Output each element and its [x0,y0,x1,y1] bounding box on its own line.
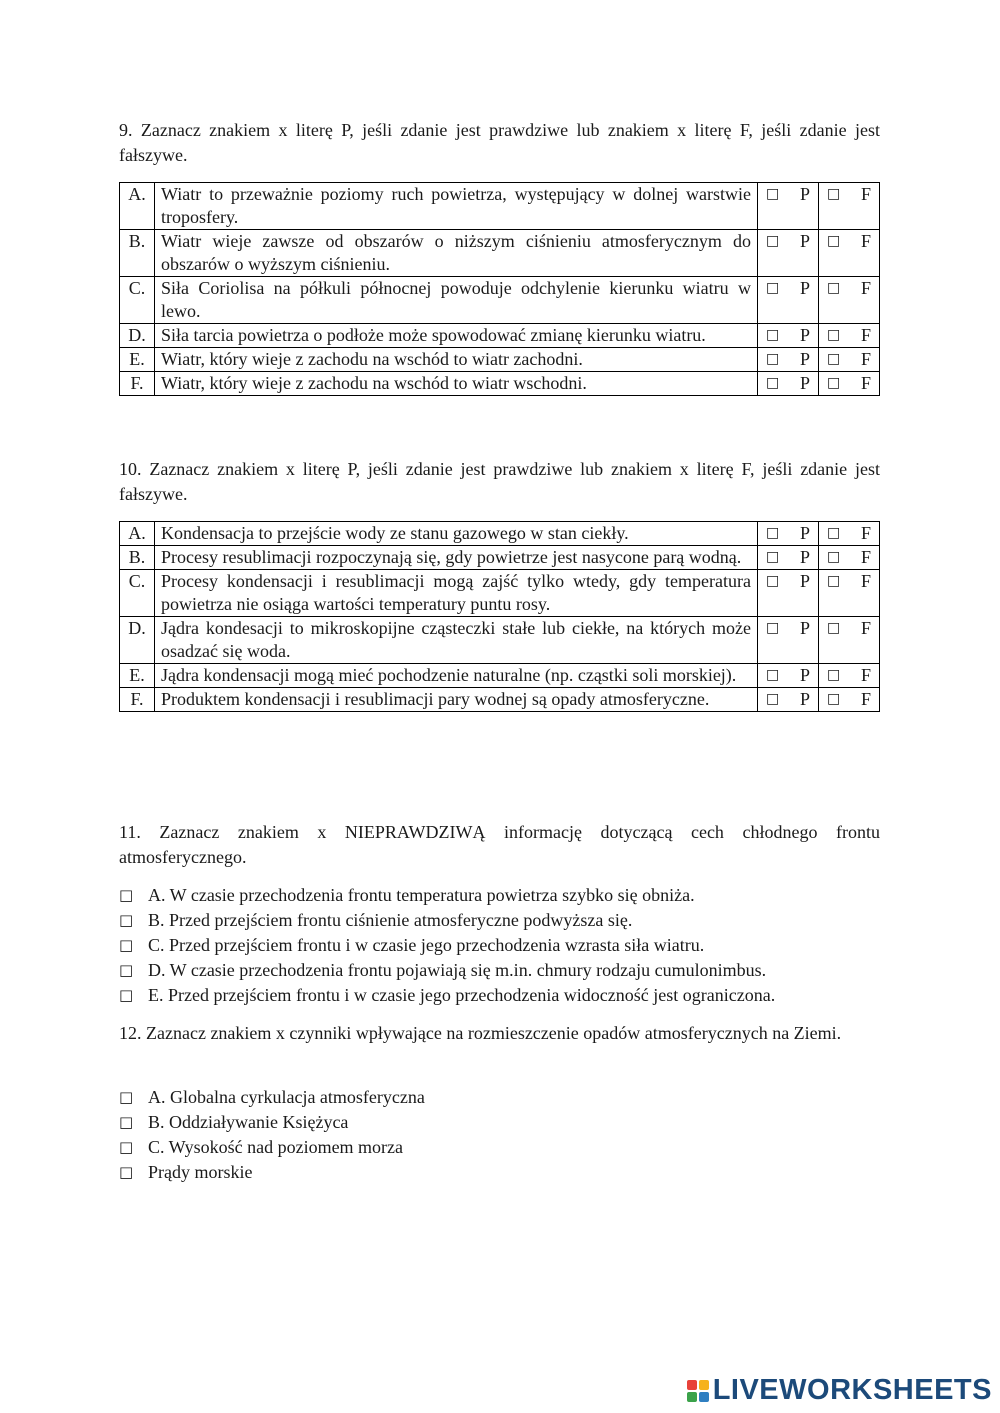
answer-option[interactable] [119,1135,880,1160]
statement-text: Jądra kondensacji mogą mieć pochodzenie naturalne (np. cząstki soli morskiej). [155,664,758,688]
table-row [120,617,880,664]
option-false[interactable] [819,522,880,546]
option-f-label: F [860,278,871,298]
answer-option[interactable] [119,1110,880,1135]
row-letter: A. [120,183,155,230]
answer-option[interactable] [119,1085,880,1110]
option-f-label: F [860,325,871,345]
option-false[interactable] [819,324,880,348]
option-p-label: P [799,547,810,567]
checkbox-icon[interactable]: □ [827,549,841,565]
option-p-label: P [799,665,810,685]
answer-option[interactable] [119,983,880,1008]
checkbox-icon[interactable]: □ [827,691,841,707]
checkbox-icon[interactable]: □ [766,691,780,707]
checkbox-icon[interactable]: □ [827,573,841,589]
table-row [120,688,880,712]
option-false[interactable] [819,277,880,324]
statement-text: Wiatr, który wieje z zachodu na wschód to wiatr wschodni. [155,372,758,396]
checkbox-icon[interactable]: □ [119,1163,134,1181]
option-p-label: P [799,618,810,638]
option-false[interactable] [819,617,880,664]
checkbox-icon[interactable]: □ [827,375,841,391]
row-letter: A. [120,522,155,546]
question-9-table [119,182,880,396]
option-true[interactable] [758,230,819,277]
option-p-label: P [799,373,810,393]
table-row [120,324,880,348]
option-f-label: F [860,689,871,709]
question-11-text: 11. Zaznacz znakiem x NIEPRAWDZIWĄ informację dotyczącą cech chłodnego frontu atmosferycznego. [119,822,880,867]
option-text: Prądy morskie [148,1162,253,1182]
question-12-text: 12. Zaznacz znakiem x czynniki wpływające na rozmieszczenie opadów atmosferycznych na Ziemi. [119,1023,842,1043]
option-p-label: P [799,349,810,369]
table-row [120,522,880,546]
option-f-label: F [860,523,871,543]
table-row [120,277,880,324]
row-letter: F. [120,688,155,712]
checkbox-icon[interactable]: □ [766,375,780,391]
row-letter: C. [120,570,155,617]
checkbox-icon[interactable]: □ [766,620,780,636]
logo-text: LIVEWORKSHEETS [712,1374,992,1406]
checkbox-icon[interactable]: □ [119,911,134,929]
option-f-label: F [860,547,871,567]
checkbox-icon[interactable]: □ [766,549,780,565]
checkbox-icon[interactable]: □ [827,327,841,343]
answer-option[interactable] [119,933,880,958]
option-false[interactable] [819,183,880,230]
option-true[interactable] [758,570,819,617]
table-row [120,570,880,617]
table-row [120,348,880,372]
option-text: B. Oddziaływanie Księżyca [148,1112,349,1132]
option-f-label: F [860,571,871,591]
option-f-label: F [860,231,871,251]
statement-text: Jądra kondesacji to mikroskopijne cząsteczki stałe lub ciekłe, na których może osadzać się woda. [155,617,758,664]
option-text: B. Przed przejściem frontu ciśnienie atmosferyczne podwyższa się. [148,910,633,930]
statement-text: Procesy kondensacji i resublimacji mogą zajść tylko wtedy, gdy temperatura powietrza nie osiąga wartości temperatury puntu rosy. [155,570,758,617]
checkbox-icon[interactable]: □ [827,233,841,249]
option-p-label: P [799,523,810,543]
checkbox-icon[interactable]: □ [766,351,780,367]
liveworksheets-logo [687,1374,992,1407]
option-f-label: F [860,665,871,685]
checkbox-icon[interactable]: □ [119,936,134,954]
option-p-label: P [799,571,810,591]
statement-text: Wiatr to przeważnie poziomy ruch powietrza, występujący w dolnej warstwie troposfery. [155,183,758,230]
option-true[interactable] [758,324,819,348]
row-letter: D. [120,617,155,664]
option-false[interactable] [819,570,880,617]
logo-squares-icon [687,1380,709,1402]
option-p-label: P [799,184,810,204]
row-letter: C. [120,277,155,324]
option-f-label: F [860,373,871,393]
option-p-label: P [799,325,810,345]
answer-option[interactable] [119,908,880,933]
option-text: A. Globalna cyrkulacja atmosferyczna [148,1087,425,1107]
checkbox-icon[interactable]: □ [766,186,780,202]
checkbox-icon[interactable]: □ [766,233,780,249]
checkbox-icon[interactable]: □ [119,961,134,979]
option-f-label: F [860,184,871,204]
option-text: C. Przed przejściem frontu i w czasie jego przechodzenia wzrasta siła wiatru. [148,935,705,955]
checkbox-icon[interactable]: □ [766,525,780,541]
checkbox-icon[interactable]: □ [766,327,780,343]
row-letter: B. [120,546,155,570]
option-false[interactable] [819,230,880,277]
option-true[interactable] [758,522,819,546]
table-row [120,372,880,396]
question-12-options [119,1085,880,1185]
checkbox-icon[interactable]: □ [119,1138,134,1156]
question-10-table [119,521,880,712]
checkbox-icon[interactable]: □ [827,620,841,636]
row-letter: F. [120,372,155,396]
statement-text: Wiatr, który wieje z zachodu na wschód to wiatr zachodni. [155,348,758,372]
statement-text: Wiatr wieje zawsze od obszarów o niższym ciśnieniu atmosferycznym do obszarów o wyższym ciśnieniu. [155,230,758,277]
checkbox-icon[interactable]: □ [766,280,780,296]
option-true[interactable] [758,617,819,664]
option-true[interactable] [758,348,819,372]
option-f-label: F [860,349,871,369]
option-text: E. Przed przejściem frontu i w czasie jego przechodzenia widoczność jest ograniczona. [148,985,776,1005]
checkbox-icon[interactable]: □ [119,1088,134,1106]
checkbox-icon[interactable]: □ [119,1113,134,1131]
statement-text: Kondensacja to przejście wody ze stanu gazowego w stan ciekły. [155,522,758,546]
option-true[interactable] [758,664,819,688]
checkbox-icon[interactable]: □ [827,667,841,683]
row-letter: E. [120,664,155,688]
option-text: A. W czasie przechodzenia frontu temperatura powietrza szybko się obniża. [148,885,695,905]
statement-text: Siła Coriolisa na półkuli północnej powoduje odchylenie kierunku wiatru w lewo. [155,277,758,324]
option-false[interactable] [819,664,880,688]
option-false[interactable] [819,348,880,372]
checkbox-icon[interactable]: □ [119,886,134,904]
option-true[interactable] [758,372,819,396]
option-false[interactable] [819,372,880,396]
statement-text: Produktem kondensacji i resublimacji pary wodnej są opady atmosferyczne. [155,688,758,712]
checkbox-icon[interactable]: □ [766,667,780,683]
option-p-label: P [799,231,810,251]
row-letter: B. [120,230,155,277]
option-text: D. W czasie przechodzenia frontu pojawiają się m.in. chmury rodzaju cumulonimbus. [148,960,767,980]
checkbox-icon[interactable]: □ [119,986,134,1004]
option-true[interactable] [758,688,819,712]
option-true[interactable] [758,277,819,324]
option-true[interactable] [758,183,819,230]
statement-text: Procesy resublimacji rozpoczynają się, gdy powietrze jest nasycone parą wodną. [155,546,758,570]
option-false[interactable] [819,688,880,712]
answer-option[interactable] [119,1160,880,1185]
checkbox-icon[interactable]: □ [827,525,841,541]
option-p-label: P [799,278,810,298]
option-f-label: F [860,618,871,638]
checkbox-icon[interactable]: □ [827,351,841,367]
checkbox-icon[interactable]: □ [766,573,780,589]
option-true[interactable] [758,546,819,570]
question-9-text: 9. Zaznacz znakiem x literę P, jeśli zdanie jest prawdziwe lub znakiem x literę F, jeśli zdanie jest fałszywe. [119,120,880,165]
row-letter: E. [120,348,155,372]
option-text: C. Wysokość nad poziomem morza [148,1137,404,1157]
option-false[interactable] [819,546,880,570]
row-letter: D. [120,324,155,348]
question-10-text: 10. Zaznacz znakiem x literę P, jeśli zdanie jest prawdziwe lub znakiem x literę F, jeśli zdanie jest fałszywe. [119,459,880,504]
checkbox-icon[interactable]: □ [827,186,841,202]
table-row [120,183,880,230]
checkbox-icon[interactable]: □ [827,280,841,296]
option-p-label: P [799,689,810,709]
table-row [120,664,880,688]
statement-text: Siła tarcia powietrza o podłoże może spowodować zmianę kierunku wiatru. [155,324,758,348]
table-row [120,230,880,277]
table-row [120,546,880,570]
answer-option[interactable] [119,958,880,983]
question-11-options [119,883,880,1008]
answer-option[interactable] [119,883,880,908]
